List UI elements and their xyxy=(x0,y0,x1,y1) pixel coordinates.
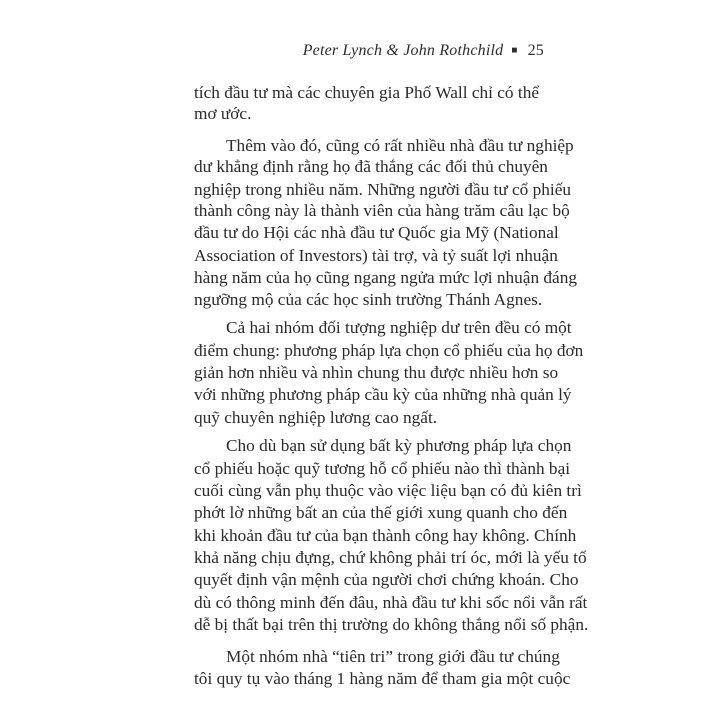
text-line-10: ngưỡng mộ của các học sinh trường Thánh Agnes. xyxy=(194,290,543,309)
page-number: 25 xyxy=(527,42,544,59)
text-line-23: dù có thông minh đến đâu, nhà đầu tư khi sốc nổi vẫn rất xyxy=(194,593,588,612)
text-line-24: dễ bị thất bại trên thị trường do không thắng nổi số phận. xyxy=(194,615,589,634)
text-line-22: quyết định vận mệnh của người chơi chứng khoán. Cho xyxy=(194,570,579,589)
text-line-5: nghiệp trong nhiều năm. Những người đầu tư cổ phiếu xyxy=(194,180,572,199)
text-line-16: Cho dù bạn sử dụng bất kỳ phương pháp lựa chọn xyxy=(226,436,572,455)
text-line-25: Một nhóm nhà “tiên tri” trong giới đầu tư chúng xyxy=(226,647,560,666)
text-line-15: quỹ chuyên nghiệp lương cao ngất. xyxy=(194,408,438,427)
text-line-9: hàng năm của họ cũng ngang ngửa mức lợi nhuận đáng xyxy=(194,268,577,287)
text-line-7: đầu tư do Hội các nhà đầu tư Quốc gia Mỹ (National xyxy=(194,223,559,242)
text-line-18: cuối cùng vẫn phụ thuộc vào việc liệu bạn có đủ kiên trì xyxy=(194,481,582,500)
header-separator: ■ xyxy=(511,45,518,56)
text-line-2: mơ ước. xyxy=(194,104,252,123)
running-header xyxy=(303,42,544,60)
text-line-17: cổ phiếu hoặc quỹ tương hỗ cổ phiếu nào thì thành bại xyxy=(194,459,571,478)
text-line-14: với những phương pháp cầu kỳ của những nhà quản lý xyxy=(194,385,572,404)
text-line-1: tích đầu tư mà các chuyên gia Phố Wall chỉ có thể xyxy=(194,83,540,102)
text-line-13: giản hơn nhiều và nhìn chung thu được nhiều hơn so xyxy=(194,363,559,382)
text-line-19: phớt lờ những bất an của thế giới xung quanh cho đến xyxy=(194,503,568,522)
text-line-21: khả năng chịu đựng, chứ không phải trí óc, mới là yếu tố xyxy=(194,548,587,567)
text-line-11: Cả hai nhóm đối tượng nghiệp dư trên đều có một xyxy=(226,318,572,337)
text-line-6: thành công này là thành viên của hàng trăm câu lạc bộ xyxy=(194,201,570,220)
text-line-12: điểm chung: phương pháp lựa chọn cổ phiếu của họ đơn xyxy=(194,341,584,360)
header-authors: Peter Lynch & John Rothchild xyxy=(302,42,504,59)
text-line-20: khi khoản đầu tư của bạn thành công hay không. Chính xyxy=(194,526,577,545)
text-line-26: tôi quy tụ vào tháng 1 hàng năm để tham gia một cuộc xyxy=(194,669,571,688)
text-line-4: dư khẳng định rằng họ đã thắng các đối thủ chuyên xyxy=(194,157,548,176)
text-line-8: Association of Investors) tài trợ, và tỷ suất lợi nhuận xyxy=(194,246,558,265)
text-line-3: Thêm vào đó, cũng có rất nhiều nhà đầu tư nghiệp xyxy=(226,136,574,155)
